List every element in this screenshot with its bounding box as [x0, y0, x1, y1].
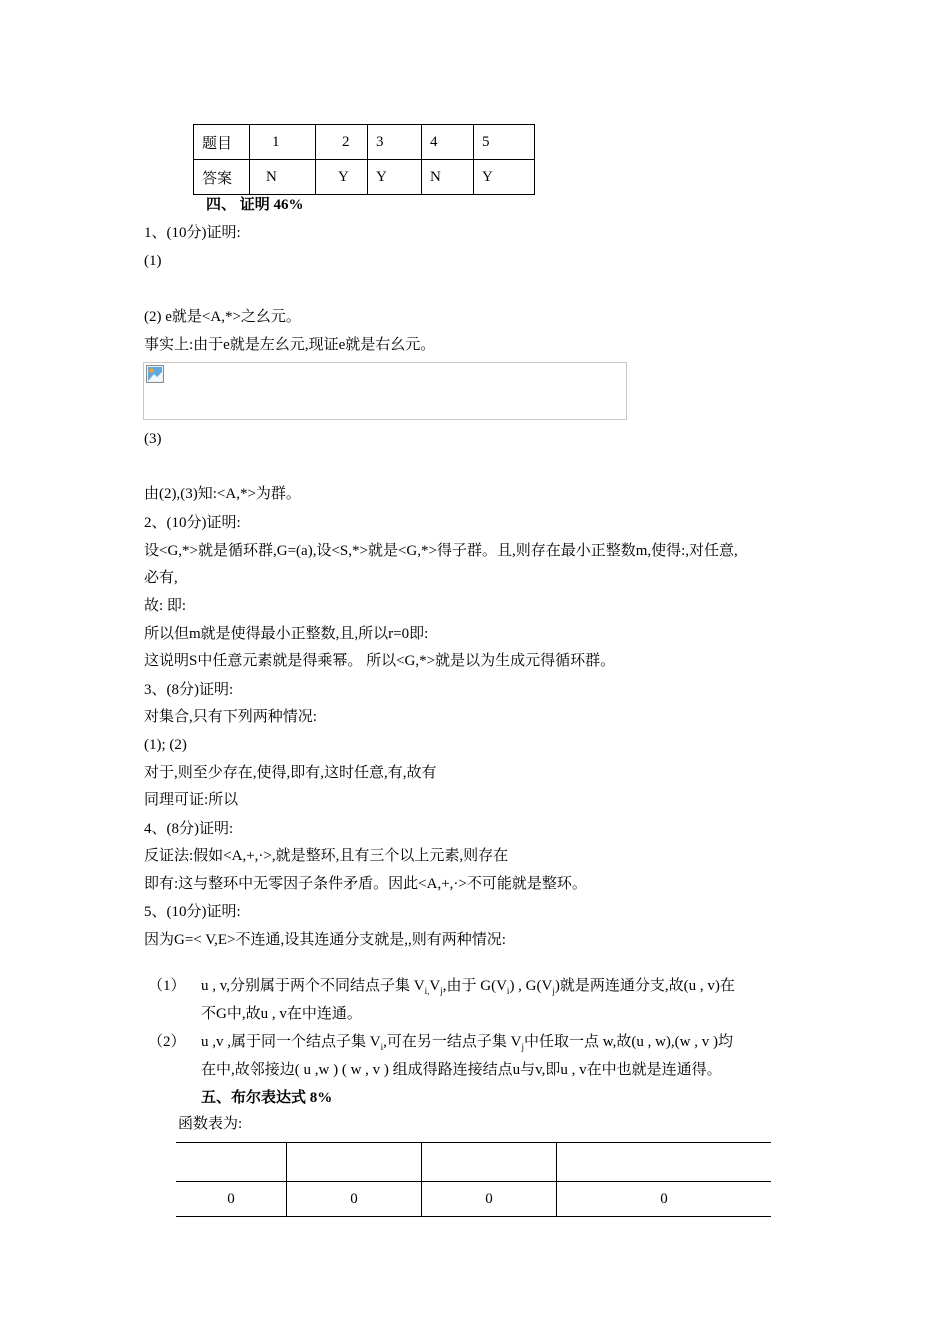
- proof-1-line: 事实上:由于e就是左幺元,现证e就是右幺元。: [144, 337, 436, 353]
- table-cell: 0: [422, 1182, 557, 1217]
- proof-3-line: 同理可证:所以: [144, 792, 239, 808]
- proof-2-line: 必有,: [144, 570, 178, 586]
- table-row: [194, 160, 535, 195]
- proof-2-line: 所以但m就是使得最小正整数,且,所以r=0即:: [144, 626, 429, 642]
- proof-4-heading: 4、(8分)证明:: [144, 821, 234, 837]
- table-cell: 0: [287, 1182, 422, 1217]
- table-cell: 4: [422, 125, 474, 160]
- function-table: [176, 1142, 771, 1217]
- proof-4-line: 反证法:假如<A,+,·>,就是整环,且有三个以上元素,则存在: [144, 848, 509, 864]
- proof-1-line: (1): [144, 253, 162, 269]
- proof-3-heading: 3、(8分)证明:: [144, 682, 234, 698]
- table-row: [176, 1143, 771, 1182]
- case-2-number: （2）: [148, 1034, 186, 1050]
- table-cell: 5: [474, 125, 535, 160]
- proof-1-line: (3): [144, 431, 162, 447]
- table-cell: Y: [474, 160, 535, 195]
- proof-2-line: 这说明S中任意元素就是得乘幂。 所以<G,*>就是以为生成元得循环群。: [144, 653, 616, 669]
- proof-5-line: 因为G=< V,E>不连通,设其连通分支就是,,则有两种情况:: [144, 932, 506, 948]
- proof-1-heading: 1、(10分)证明:: [144, 225, 241, 241]
- table-cell: 0: [557, 1182, 772, 1217]
- table-cell: 2: [316, 125, 368, 160]
- section-heading-boolean: 五、布尔表达式 8%: [201, 1090, 333, 1106]
- table-header-cell: 题目: [194, 125, 250, 160]
- table-cell: [557, 1143, 772, 1182]
- proof-4-line: 即有:这与整环中无零因子条件矛盾。因此<A,+,·>不可能就是整环。: [144, 876, 587, 892]
- answer-table: [193, 124, 535, 195]
- proof-1-line: (2) e就是<A,*>之幺元。: [144, 309, 301, 325]
- table-cell: N: [250, 160, 316, 195]
- proof-2-heading: 2、(10分)证明:: [144, 515, 241, 531]
- case-2-line: u ,v ,属于同一个结点子集 $V_i$,可在另一结点子集 $V_j$中任取一点 w,故(u , w),(w , v )均: [201, 1034, 733, 1052]
- case-1-line: u , v,分别属于两个不同结点子集 $V_{i,}V_j$,由于 $G(V_i)$ , $G(V_j)$就是两连通分支,故(u , v)在: [201, 978, 735, 996]
- case-2-line: 在中,故邻接边( u ,w ) ( w , v ) 组成得路连接结点u与v,即u , v在中也就是连通得。: [201, 1062, 722, 1078]
- table-cell: Y: [368, 160, 422, 195]
- table-cell: 1: [250, 125, 316, 160]
- table-cell: N: [422, 160, 474, 195]
- proof-3-line: 对于,则至少存在,使得,即有,这时任意,有,故有: [144, 765, 437, 781]
- proof-2-line: 故: 即:: [144, 598, 187, 614]
- table-row: [176, 1182, 771, 1217]
- table-cell: [287, 1143, 422, 1182]
- broken-image-icon: [146, 365, 164, 383]
- proof-2-line: 设<G,*>就是循环群,G=(a),设<S,*>就是<G,*>得子群。且,则存在最小正整数m,使得:,对任意,: [144, 543, 738, 559]
- table-cell: 0: [176, 1182, 287, 1217]
- case-1-number: （1）: [148, 978, 186, 994]
- proof-3-line: 对集合,只有下列两种情况:: [144, 709, 317, 725]
- section-heading-proof: 四、 证明 46%: [206, 197, 304, 213]
- table-cell: 3: [368, 125, 422, 160]
- case-1-line: 不G中,故u , v在中连通。: [201, 1006, 362, 1022]
- function-table-intro: 函数表为:: [178, 1116, 243, 1132]
- table-header-cell: 答案: [194, 160, 250, 195]
- table-cell: [176, 1143, 287, 1182]
- table-row: [194, 125, 535, 160]
- proof-5-heading: 5、(10分)证明:: [144, 904, 241, 920]
- missing-formula-image: [143, 362, 627, 420]
- table-cell: [422, 1143, 557, 1182]
- table-cell: Y: [316, 160, 368, 195]
- proof-3-line: (1); (2): [144, 737, 187, 753]
- proof-1-line: 由(2),(3)知:<A,*>为群。: [144, 486, 301, 502]
